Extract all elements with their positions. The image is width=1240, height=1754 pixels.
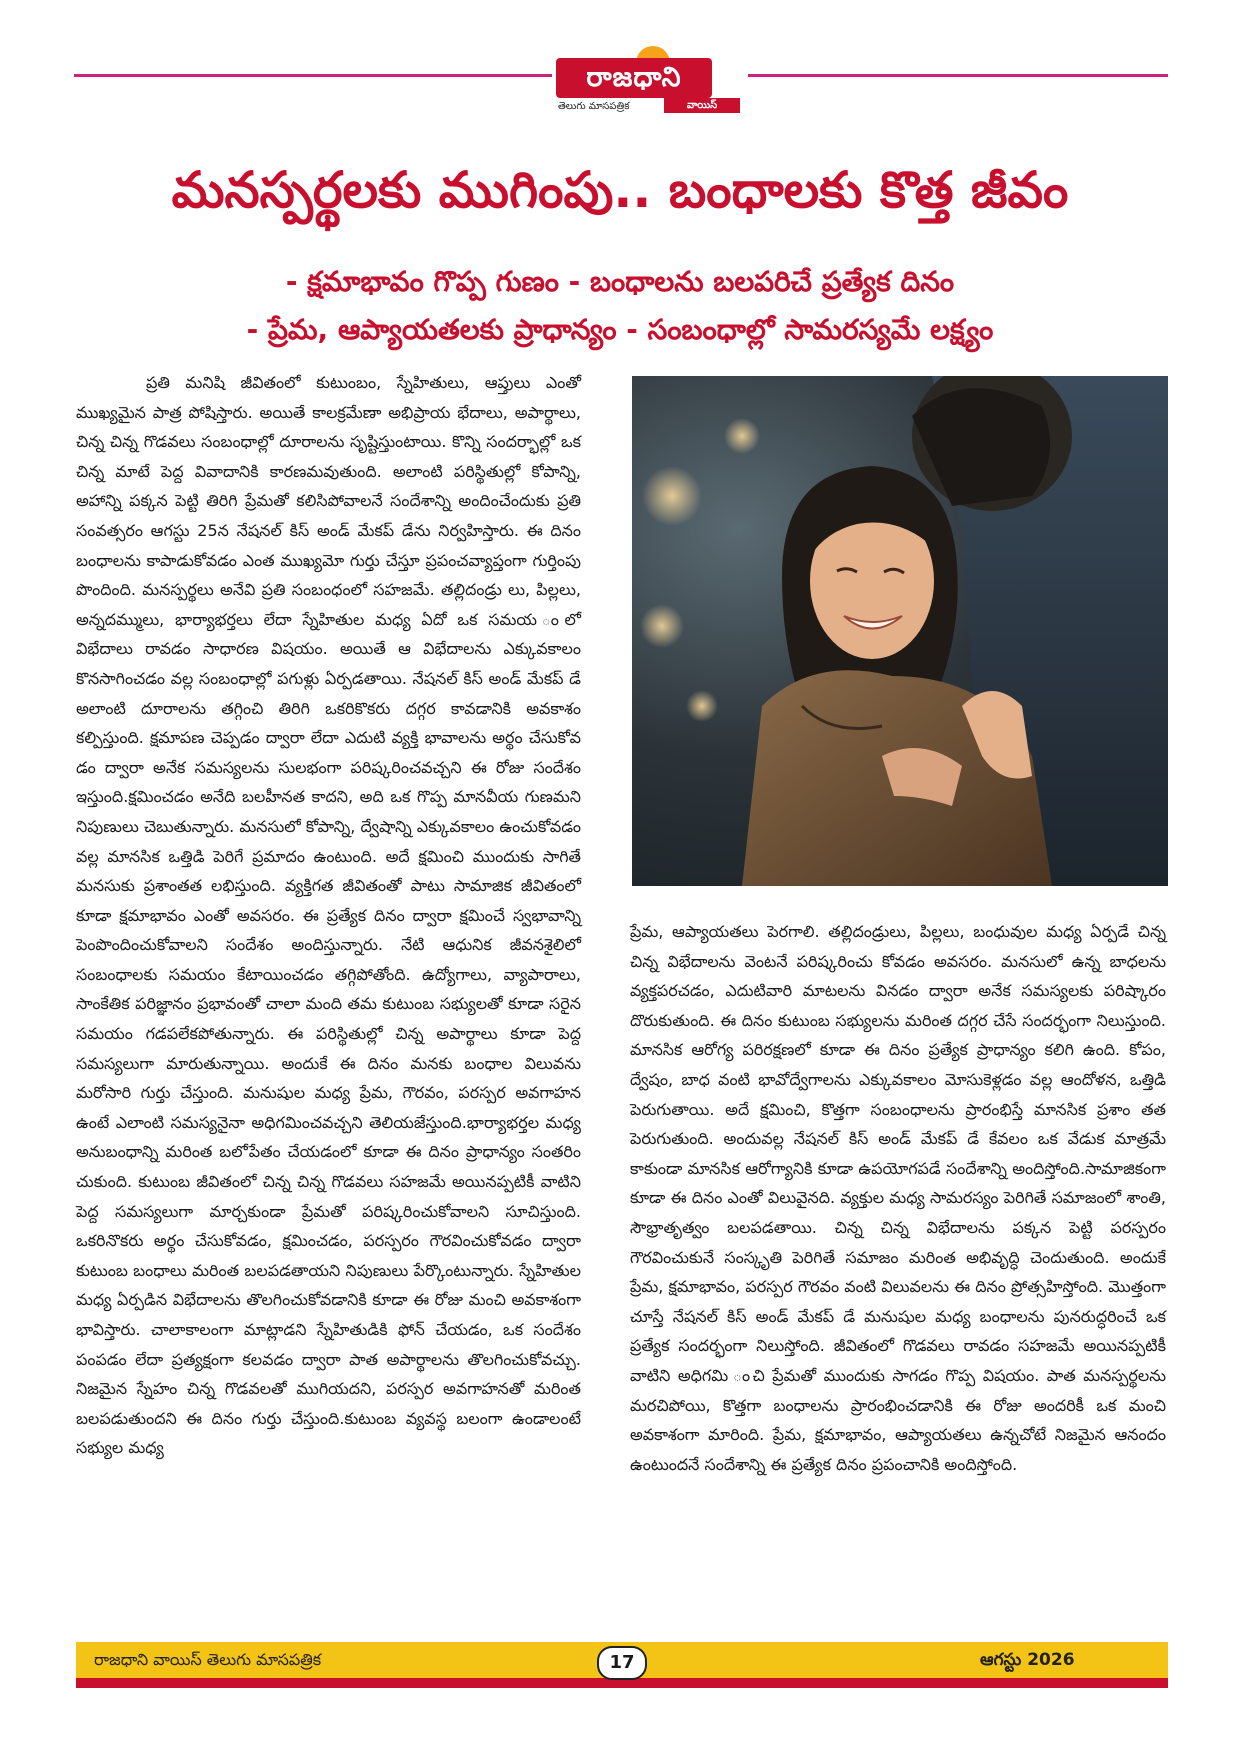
logo-voice: వాయిస్	[664, 98, 740, 113]
subheading-1: - క్షమాభావం గొప్ప గుణం - బంధాలను బలపరిచే ప్రత్యేక దినం	[285, 265, 955, 298]
article-column-right: ప్రేమ, ఆప్యాయతలు పెరగాలి. తల్లిదండ్రులు, పిల్లలు, బంధువుల మధ్య ఏర్పడే చిన్న చిన్న విభేదాలను వెంటనే పరిష్కరించు కోవడం అవసరం. మనసులో ఉన్న బాధలను వ్యక్తపరచడం, ఎదుటివారి మాటలను వినడం ద్వారా అనేక సమస్యలకు పరిష్కారం దొరుకుతుంది. ఈ దినం కుటుంబ సభ్యులను మరింత దగ్గర చేసే సందర్భంగా నిలుస్తుంది. మానసిక ఆరోగ్య పరిరక్షణలో కూడా ఈ దినం ప్రత్యేక ప్రాధాన్యం కలిగి ఉంది. కోపం, ద్వేషం, బాధ వంటి భావోద్వేగాలను ఎక్కువకాలం మోసుకెళ్లడం వల్ల ఆందోళన, ఒత్తిడి పెరుగుతాయి. అదే క్షమించి, కొత్తగా సంబంధాలను ప్రారంభిస్తే మానసిక ప్రశాం తత పెరుగుతుంది. అందువల్ల నేషనల్ కిస్ అండ్ మేకప్ డే కేవలం ఒక వేడుక మాత్రమే కాకుండా మానసిక ఆరోగ్యానికి కూడా ఉపయోగపడే సందేశాన్ని అందిస్తోంది.సామాజికంగా కూడా ఈ దినం ఎంతో విలువైనది. వ్యక్తుల మధ్య సామరస్యం పెరిగితే సమాజంలో శాంతి, సౌభ్రాతృత్వం బలపడతాయి. చిన్న చిన్న విభేదాలను పక్కన పెట్టి పరస్పరం గౌరవించుకునే సంస్కృతి పెరిగితే సమాజం మరింత అభివృద్ధి చెందుతుంది. అందుకే ప్రేమ, క్షమాభావం, పరస్పర గౌరవం వంటి విలువలను ఈ దినం ప్రోత్సహిస్తోంది. మొత్తంగా చూస్తే నేషనల్ కిస్ అండ్ మేకప్ డే మనుషుల మధ్య బంధాలను పునరుద్ధరించే ఒక ప్రత్యేక సందర్భంగా నిలుస్తోంది. జీవితంలో గొడవలు రావడం సహజమే అయినప్పటికీ వాటిని అధిగమి ంచి ప్రేమతో ముందుకు సాగడం గొప్ప విషయం. పాత మనస్పర్థలను మరచిపోయి, కొత్తగా బంధాలను ప్రారంభించడానికి ఈ రోజు అందరికీ ఒక మంచి అవకాశంగా మారింది. ప్రేమ, క్షమాభావం, ఆప్యాయతలు ఉన్నచోటే నిజమైన ఆనందం ఉంటుందనే సందేశాన్ని ఈ ప్రత్యేక దినం ప్రపంచానికి అందిస్తోంది.	[630, 922, 1166, 1474]
article-photo	[632, 376, 1168, 886]
masthead-logo	[556, 46, 744, 114]
header-rule-left	[74, 74, 552, 77]
headline: మనస్పర్థలకు ముగింపు.. బంధాలకు కొత్త జీవం	[171, 161, 1069, 219]
footer-issue-date: ఆగస్టు 2026	[980, 1650, 1075, 1670]
footer-publication-name: రాజధాని వాయిస్ తెలుగు మాసపత్రిక	[94, 1650, 322, 1669]
logo-tagline: తెలుగు మాసపత్రిక	[558, 101, 630, 112]
page-number: 17	[597, 1646, 647, 1680]
header-rule-right	[748, 74, 1168, 77]
article-column-left: ప్రతి మనిషి జీవితంలో కుటుంబం, స్నేహితులు, ఆప్తులు ఎంతో ముఖ్యమైన పాత్ర పోషిస్తారు. అయితే కాలక్రమేణా అభిప్రాయ భేదాలు, అపార్థాలు, చిన్న చిన్న గొడవలు సంబంధాల్లో దూరాలను సృష్టిస్తుంటాయి. కొన్ని సందర్భాల్లో ఒక చిన్న మాటే పెద్ద వివాదానికి కారణమవుతుంది. అలాంటి పరిస్థితుల్లో కోపాన్ని, అహాన్ని పక్కన పెట్టి తిరిగి ప్రేమతో కలిసిపోవాలనే సందేశాన్ని అందించేందుకు ప్రతి సంవత్సరం ఆగస్టు 25న నేషనల్ కిస్ అండ్ మేకప్ డేను నిర్వహిస్తారు. ఈ దినం బంధాలను కాపాడుకోవడం ఎంత ముఖ్యమో గుర్తు చేస్తూ ప్రపంచవ్యాప్తంగా గుర్తింపు పొందింది. మనస్పర్థలు అనేవి ప్రతి సంబంధంలో సహజమే. తల్లిదండ్రు లు, పిల్లలు, అన్నదమ్ములు, భార్యాభర్తలు లేదా స్నేహితుల మధ్య ఏదో ఒక సమయ ంలో విభేదాలు రావడం సాధారణ విషయం. అయితే ఆ విభేదాలను ఎక్కువకాలం కొనసాగించడం వల్ల సంబంధాల్లో పగుళ్లు ఏర్పడతాయి. నేషనల్ కిస్ అండ్ మేకప్ డే అలాంటి దూరాలను తగ్గించి తిరిగి ఒకరికొకరు దగ్గర కావడానికి అవకాశం కల్పిస్తుంది. క్షమాపణ చెప్పడం ద్వారా లేదా ఎదుటి వ్యక్తి భావాలను అర్థం చేసుకోవ డం ద్వారా అనేక సమస్యలను సులభంగా పరిష్కరించవచ్చని ఈ రోజు సందేశం ఇస్తుంది.క్షమించడం అనేది బలహీనత కాదని, అది ఒక గొప్ప మానవీయ గుణమని నిపుణులు చెబుతున్నారు. మనసులో కోపాన్ని, ద్వేషాన్ని ఎక్కువకాలం ఉంచుకోవడం వల్ల మానసిక ఒత్తిడి పెరిగే ప్రమాదం ఉంటుంది. అదే క్షమించి ముందుకు సాగితే మనసుకు ప్రశాంతత లభిస్తుంది. వ్యక్తిగత జీవితంతో పాటు సామాజిక జీవితంలో కూడా క్షమాభావం ఎంతో అవసరం. ఈ ప్రత్యేక దినం ద్వారా క్షమించే స్వభావాన్ని పెంపొందించుకోవాలని సందేశం అందిస్తున్నారు. నేటి ఆధునిక జీవనశైలిలో సంబంధాలకు సమయం కేటాయించడం తగ్గిపోతోంది. ఉద్యోగాలు, వ్యాపారాలు, సాంకేతిక పరిజ్ఞానం ప్రభావంతో చాలా మంది తమ కుటుంబ సభ్యులతో కూడా సరైన సమయం గడపలేకపోతున్నారు. ఈ పరిస్థితుల్లో చిన్న అపార్థాలు కూడా పెద్ద సమస్యలుగా మారుతున్నాయి. అందుకే ఈ దినం మనకు బంధాల విలువను మరోసారి గుర్తు చేస్తుంది. మనుషుల మధ్య ప్రేమ, గౌరవం, పరస్పర అవగాహన ఉంటే ఎలాంటి సమస్యనైనా అధిగమించవచ్చని తెలియజేస్తుంది.భార్యాభర్తల మధ్య అనుబంధాన్ని మరింత బలోపేతం చేయడంలో కూడా ఈ దినం ప్రాధాన్యం సంతరిం చుకుంది. కుటుంబ జీవితంలో చిన్న చిన్న గొడవలు సహజమే అయినప్పటికీ వాటిని పెద్ద సమస్యలుగా మార్చకుండా ప్రేమతో పరిష్కరించుకోవాలని సూచిస్తుంది. ఒకరినొకరు అర్థం చేసుకోవడం, క్షమించడం, పరస్పరం గౌరవించుకోవడం ద్వారా కుటుంబ బంధాలు మరింత బలపడతాయని నిపుణులు పేర్కొంటున్నారు. స్నేహితుల మధ్య ఏర్పడిన విభేదాలను తొలగించుకోవడానికి కూడా ఈ రోజు మంచి అవకాశంగా భావిస్తారు. చాలాకాలంగా మాట్లాడని స్నేహితుడికి ఫోన్ చేయడం, ఒక సందేశం పంపడం లేదా ప్రత్యక్షంగా కలవడం ద్వారా పాత అపార్థాలను తొలగించుకోవచ్చు. నిజమైన స్నేహం చిన్న గొడవలతో ముగియదని, పరస్పర అవగాహనతో మరింత బలపడుతుందని ఈ దినం గుర్తు చేస్తుంది.కుటుంబ వ్యవస్థ బలంగా ఉండాలంటే సభ్యుల మధ్య	[76, 373, 581, 1458]
subheading-2: - ప్రేమ, ఆప్యాయతలకు ప్రాధాన్యం - సంబంధాల్లో సామరస్యమే లక్ష్యం	[246, 313, 994, 346]
hug-illustration	[632, 376, 1168, 886]
logo-text: రాజధాని	[556, 58, 712, 98]
